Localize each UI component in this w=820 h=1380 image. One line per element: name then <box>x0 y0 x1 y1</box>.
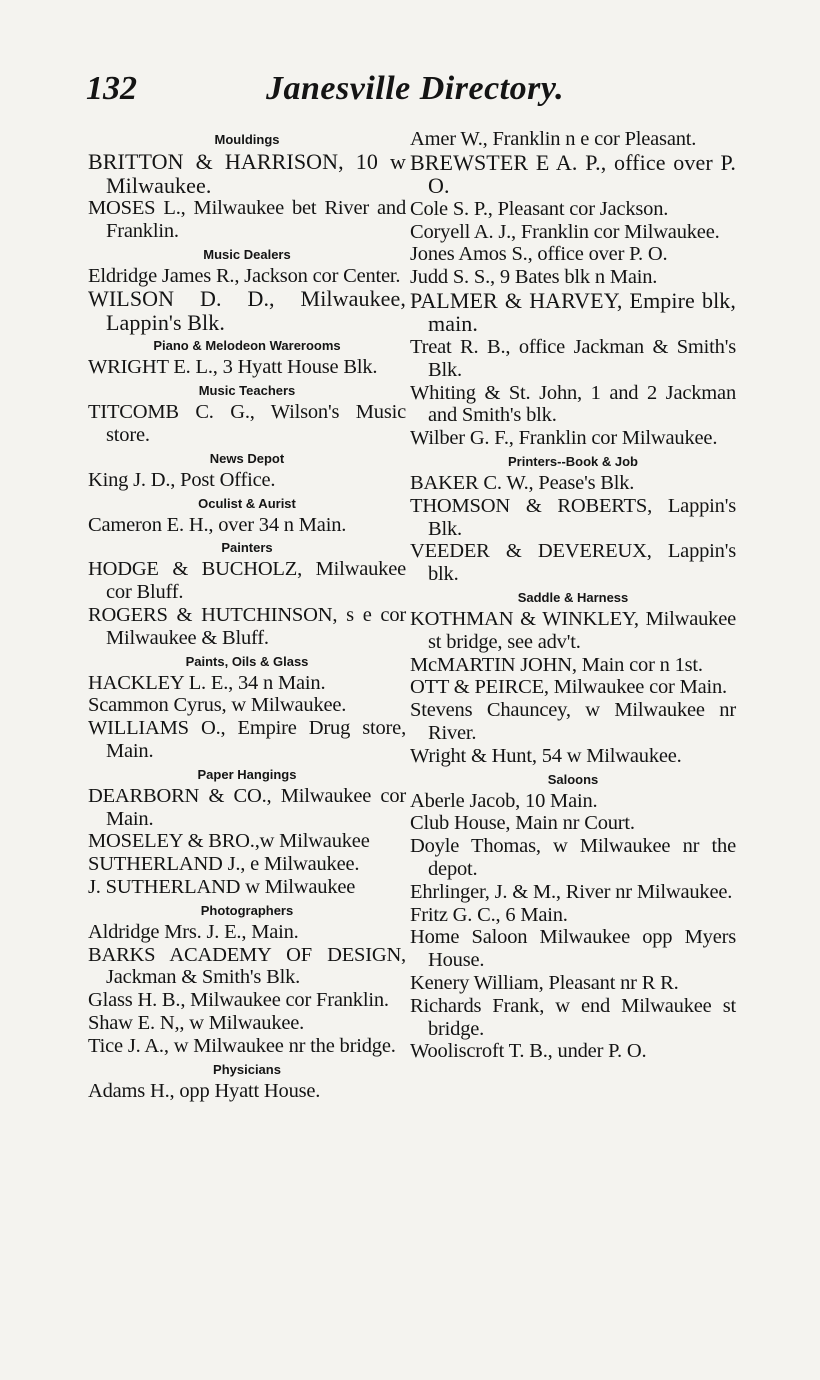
directory-entry: Wilber G. F., Franklin cor Milwaukee. <box>410 427 718 450</box>
directory-entry: Club House, Main nr Court. <box>410 812 635 835</box>
directory-entry: MOSELEY & BRO.,w Milwaukee <box>88 830 370 853</box>
directory-entry: Scammon Cyrus, w Milwaukee. <box>88 694 347 717</box>
directory-entry: Richards Frank, w end Milwaukee st bridge. <box>410 994 736 1040</box>
directory-entry: SUTHERLAND J., e Milwaukee. <box>88 853 360 876</box>
directory-entry: Cole S. P., Pleasant cor Jackson. <box>410 197 669 220</box>
directory-entry: McMARTIN JOHN, Main cor n 1st. <box>410 653 703 676</box>
category-heading: Paints, Oils & Glass <box>185 653 309 669</box>
directory-entry: BREWSTER E A. P., office over P. O. <box>410 149 736 199</box>
right-column <box>410 128 736 1063</box>
category-heading: Physicians <box>213 1061 281 1077</box>
directory-entry: Aldridge Mrs. J. E., Main. <box>88 920 299 943</box>
directory-entry: Whiting & St. John, 1 and 2 Jackman and Smith's blk. <box>410 381 736 427</box>
directory-entry: J. SUTHERLAND w Milwaukee <box>88 875 356 898</box>
directory-entry: HODGE & BUCHOLZ, Milwaukee cor Bluff. <box>88 558 406 604</box>
category-heading: News Depot <box>209 450 285 466</box>
running-title: Janesville Directory. <box>266 70 565 107</box>
left-column <box>88 128 406 1102</box>
directory-entry: Fritz G. C., 6 Main. <box>410 903 568 926</box>
directory-entry: Home Saloon Milwaukee opp Myers House. <box>410 926 736 972</box>
directory-entry: Coryell A. J., Franklin cor Milwaukee. <box>410 220 720 243</box>
directory-entry: Stevens Chauncey, w Milwaukee nr River. <box>410 699 736 744</box>
directory-entry: BRITTON & HARRISON, 10 w Milwaukee. <box>88 149 406 198</box>
directory-entry: ROGERS & HUTCHINSON, s e cor Milwaukee & Bluff. <box>88 603 406 649</box>
directory-entry: Treat R. B., office Jackman & Smith's Blk. <box>410 335 736 381</box>
directory-entry: DEARBORN & CO., Milwaukee cor Main. <box>88 784 406 830</box>
directory-entry: Jones Amos S., office over P. O. <box>410 243 668 266</box>
directory-entry: MOSES L., Milwaukee bet River and Franklin. <box>88 197 406 242</box>
directory-entry: Adams H., opp Hyatt House. <box>88 1079 321 1102</box>
directory-entry: KOTHMAN & WINKLEY, Milwaukee st bridge, see adv't. <box>410 607 736 653</box>
directory-entry: WILSON D. D., Milwaukee, Lappin's Blk. <box>88 286 406 335</box>
page-number: 132 <box>86 70 137 107</box>
directory-entry: Kenery William, Pleasant nr R R. <box>410 971 679 994</box>
directory-entry: HACKLEY L. E., 34 n Main. <box>88 671 326 694</box>
directory-entry: TITCOMB C. G., Wilson's Music store. <box>88 401 406 446</box>
directory-entry: Shaw E. N,, w Milwaukee. <box>88 1011 305 1034</box>
category-heading: Printers--Book & Job <box>507 453 638 469</box>
directory-entry: WRIGHT E. L., 3 Hyatt House Blk. <box>88 356 378 379</box>
directory-entry: Doyle Thomas, w Milwaukee nr the depot. <box>410 835 736 880</box>
directory-entry: Tice J. A., w Milwaukee nr the bridge. <box>88 1034 396 1057</box>
category-heading: Painters <box>221 540 273 556</box>
category-heading: Saloons <box>547 771 599 787</box>
category-heading: Saddle & Harness <box>517 589 629 605</box>
directory-entry: King J. D., Post Office. <box>88 468 276 491</box>
directory-entry: Wright & Hunt, 54 w Milwaukee. <box>410 744 682 767</box>
page-header <box>86 70 746 116</box>
directory-entry: Judd S. S., 9 Bates blk n Main. <box>410 266 658 289</box>
category-heading: Photographers <box>200 902 294 918</box>
directory-entry: WILLIAMS O., Empire Drug store, Main. <box>88 717 406 762</box>
directory-entry: Ehrlinger, J. & M., River nr Milwaukee. <box>410 880 733 903</box>
directory-entry: Glass H. B., Milwaukee cor Franklin. <box>88 989 389 1012</box>
directory-entry: OTT & PEIRCE, Milwaukee cor Main. <box>410 676 727 699</box>
directory-entry: BAKER C. W., Pease's Blk. <box>410 471 635 494</box>
category-heading: Piano & Melodeon Warerooms <box>153 338 341 354</box>
category-heading: Oculist & Aurist <box>198 495 296 511</box>
category-heading: Mouldings <box>214 132 280 147</box>
category-heading: Music Dealers <box>203 246 291 262</box>
category-heading: Music Teachers <box>198 383 296 399</box>
directory-entry: Eldridge James R., Jackson cor Center. <box>88 264 401 287</box>
directory-entry: Amer W., Franklin n e cor Pleasant. <box>410 128 697 150</box>
directory-entry: Wooliscroft T. B., under P. O. <box>410 1040 647 1063</box>
directory-entry: Cameron E. H., over 34 n Main. <box>88 513 347 536</box>
directory-entry: THOMSON & ROBERTS, Lappin's Blk. <box>410 494 736 540</box>
category-heading: Paper Hangings <box>197 766 297 782</box>
directory-entry: Aberle Jacob, 10 Main. <box>410 789 598 812</box>
directory-entry: VEEDER & DEVEREUX, Lappin's blk. <box>410 540 736 586</box>
directory-entry: PALMER & HARVEY, Empire blk, main. <box>410 287 736 337</box>
directory-entry: BARKS ACADEMY OF DESIGN, Jackman & Smith's Blk. <box>88 943 406 989</box>
